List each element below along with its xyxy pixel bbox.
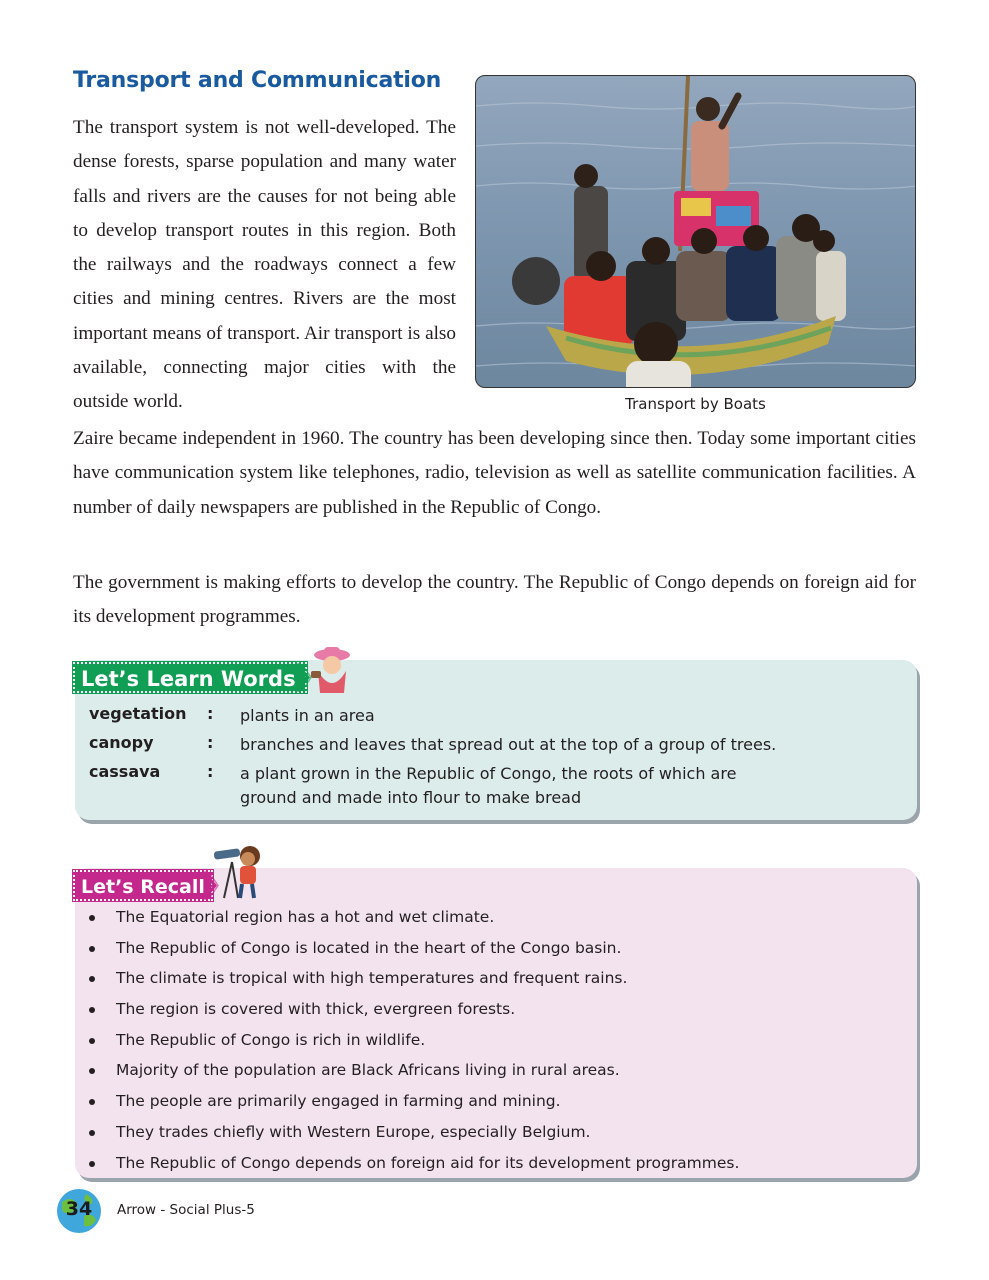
list-item: The climate is tropical with high temperatures and frequent rains. [89, 963, 899, 994]
intro-paragraph: The transport system is not well-developed. The dense forests, sparse population and many water falls and rivers are the causes for not being able to develop transport routes in this region. Both the railways and the roadways connect a few cities and mining centres. Rivers are the most important means of transport. Air transport is also available, connecting major cities with the outside world. [73, 117, 456, 413]
boat-illustration [476, 76, 916, 388]
list-item: The Republic of Congo is rich in wildlife. [89, 1025, 899, 1056]
word-term: cassava [89, 762, 161, 781]
recall-title: Let’s Recall [73, 870, 213, 901]
word-separator: : [207, 733, 214, 752]
recall-list [89, 902, 899, 1178]
list-item: The Equatorial region has a hot and wet climate. [89, 902, 899, 933]
page-number: 34 [65, 1198, 93, 1220]
learn-words-title: Let’s Learn Words [73, 662, 307, 693]
list-item: The people are primarily engaged in farming and mining. [89, 1086, 899, 1117]
list-item: They trades chiefly with Western Europe, especially Belgium. [89, 1117, 899, 1148]
word-definition: branches and leaves that spread out at the top of a group of trees. [240, 735, 777, 754]
word-term: canopy [89, 733, 154, 752]
word-definition: a plant grown in the Republic of Congo, the roots of which are ground and made into flour to make bread [240, 764, 737, 807]
photo-caption: Transport by Boats [625, 395, 766, 413]
word-separator: : [207, 762, 214, 781]
list-item: Majority of the population are Black Africans living in rural areas. [89, 1055, 899, 1086]
girl-mascot-icon [306, 645, 356, 697]
word-separator: : [207, 704, 214, 723]
section-heading: Transport and Communication [73, 68, 442, 93]
list-item: The region is covered with thick, evergreen forests. [89, 994, 899, 1025]
paragraph-independence: Zaire became independent in 1960. The country has been developing since then. Today some important cities have communication system like telephones, radio, television as well as satellite communication facilities. A number of daily newspapers are published in the Republic of Congo. [73, 428, 916, 518]
list-item: The Republic of Congo depends on foreign aid for its development programmes. [89, 1148, 899, 1179]
word-definition: plants in an area [240, 706, 375, 725]
boy-telescope-mascot-icon [212, 842, 270, 900]
paragraph-development: The government is making efforts to develop the country. The Republic of Congo depends on foreign aid for its development programmes. [73, 572, 916, 628]
book-title: Arrow - Social Plus-5 [117, 1202, 255, 1218]
word-term: vegetation [89, 704, 187, 723]
list-item: The Republic of Congo is located in the heart of the Congo basin. [89, 933, 899, 964]
boat-photo [475, 75, 916, 388]
